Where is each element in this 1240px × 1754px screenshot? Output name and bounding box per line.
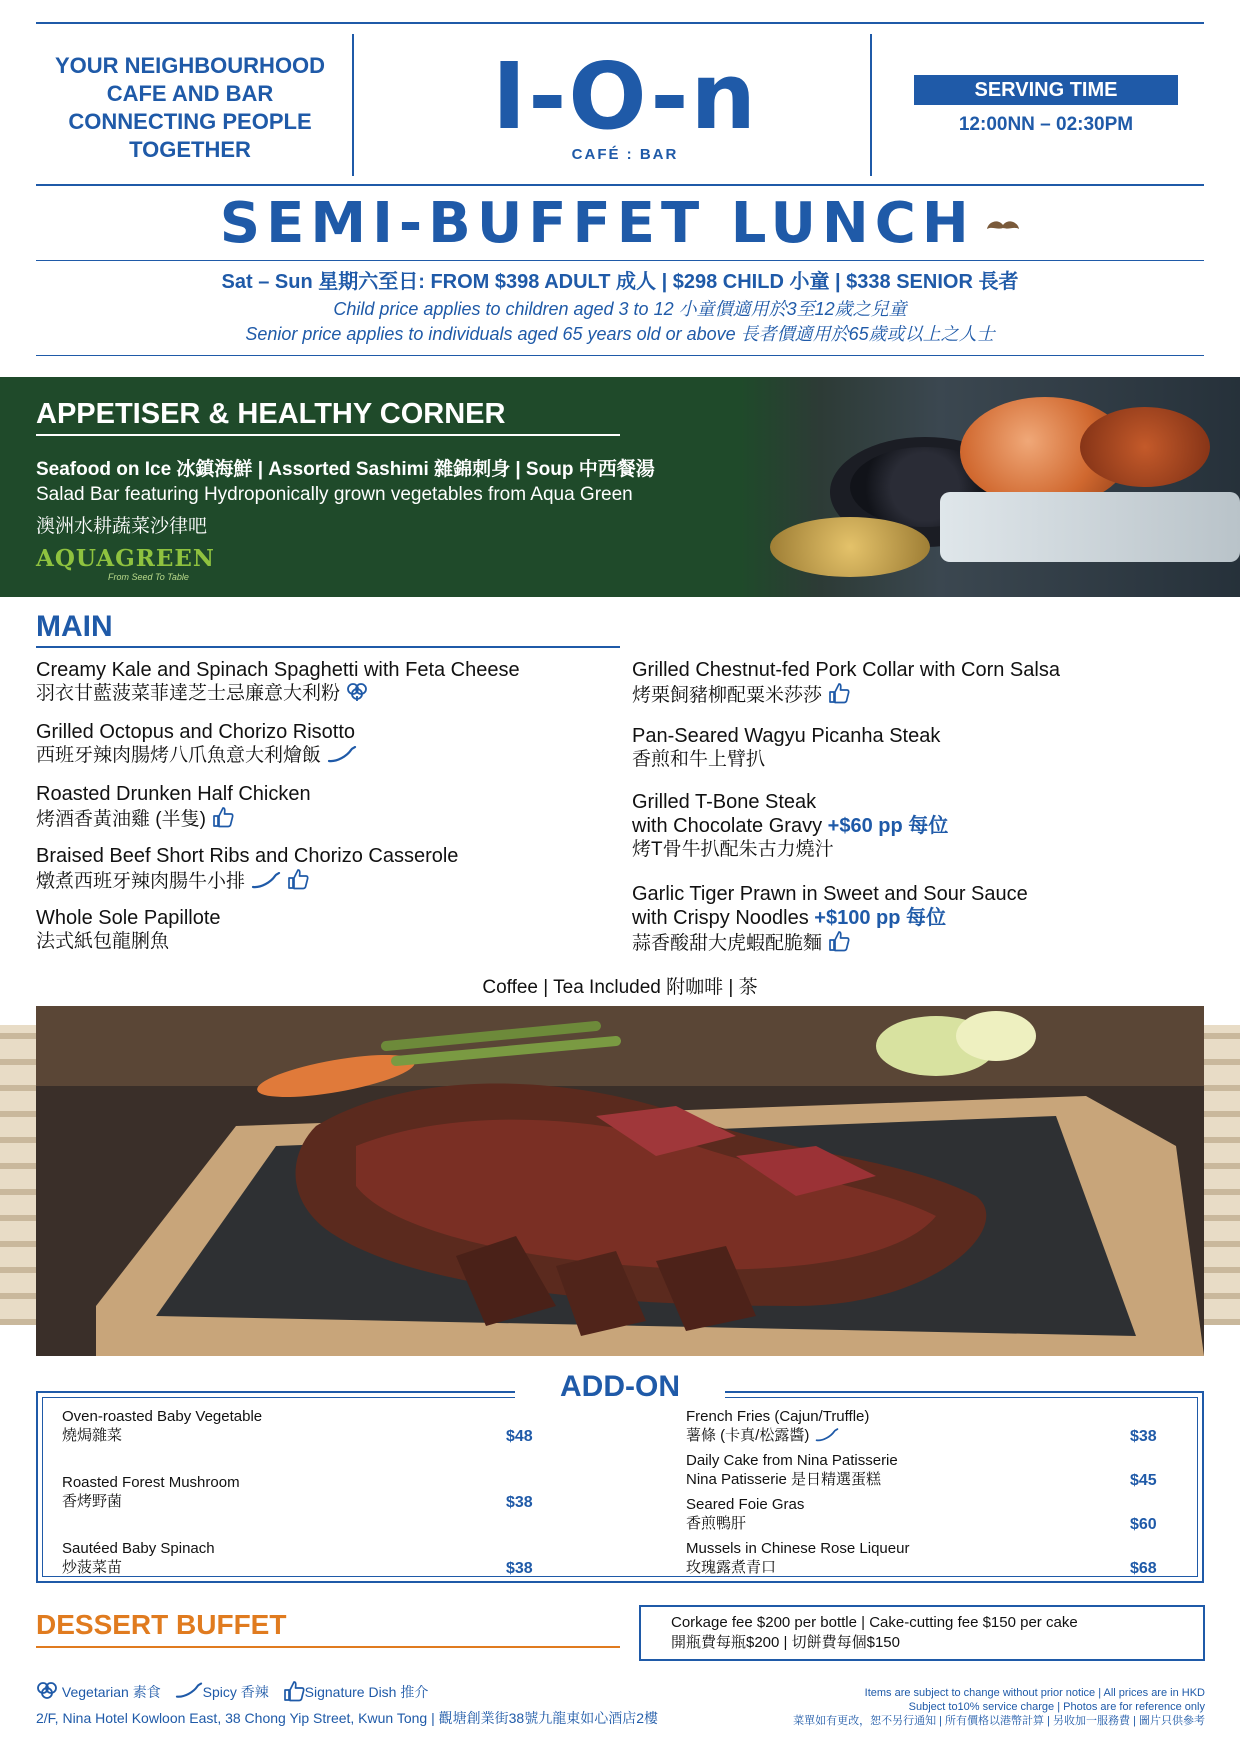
addon-zh: 燒焗雜菜 [62, 1427, 123, 1444]
addon-price: $38 [1130, 1428, 1157, 1445]
header-divider [352, 34, 354, 176]
ice-tray [940, 492, 1240, 562]
addon-name: Oven-roasted Baby Vegetable [62, 1408, 263, 1425]
surcharge: +$60 pp 每位 [827, 815, 949, 837]
legend-signature [283, 1684, 429, 1700]
addon-name: Daily Cake from Nina Patisserie [686, 1452, 898, 1469]
appetiser-title: APPETISER & HEALTHY CORNER [36, 398, 506, 430]
dish-name: Garlic Tiger Prawn in Sweet and Sour Sauce [632, 883, 1028, 905]
title-rule [36, 260, 1204, 261]
dish-zh: 烤栗飼豬柳配粟米莎莎 [632, 685, 823, 706]
aquagreen-tagline: From Seed To Table [108, 572, 189, 582]
dish-name: Grilled T-Bone Steak [632, 791, 817, 813]
top-rule [36, 22, 1204, 24]
signature-icon [212, 806, 234, 835]
addon-item [62, 1407, 542, 1473]
addon-name: Seared Foie Gras [686, 1496, 805, 1513]
crab [1080, 407, 1210, 487]
menu-item [632, 882, 1202, 974]
icon-legend [36, 1680, 438, 1702]
menu-item [632, 724, 1202, 790]
legend-spicy [175, 1684, 269, 1700]
logo-subtitle: CAFÉ : BAR [571, 146, 679, 163]
dish-name: Grilled Chestnut-fed Pork Collar with Corn Salsa [632, 659, 1060, 681]
price-line: Sat – Sun 星期六至日: FROM $398 ADULT 成人 | $298 CHILD 小童 | $338 SENIOR 長者 [221, 271, 1019, 293]
steak-photo [36, 1006, 1204, 1356]
fine-print-line: Subject to10% service charge | Photos are for reference only [908, 1701, 1205, 1713]
addon-zh: 炒菠菜苗 [62, 1559, 123, 1576]
surcharge: +$100 pp 每位 [814, 907, 947, 929]
corkage-box [639, 1605, 1205, 1661]
menu-item [36, 906, 616, 968]
legend-signature-label: Signature Dish 推介 [304, 1684, 429, 1700]
addon-item [686, 1407, 1182, 1451]
addon-zh: 玫瑰露煮青口 [686, 1559, 777, 1576]
dish-zh: 蒜香酸甜大虎蝦配脆麵 [632, 933, 823, 954]
addon-item [62, 1539, 542, 1605]
header-divider [870, 34, 872, 176]
dish-zh-row [36, 868, 616, 897]
pricing-rule [36, 355, 1204, 356]
address: 2/F, Nina Hotel Kowloon East, 38 Chong Yip Street, Kwun Tong | 觀塘創業街38號九龍東如心酒店2樓 [36, 1710, 658, 1726]
addon-name: French Fries (Cajun/Truffle) [686, 1408, 870, 1425]
addon-price: $38 [506, 1494, 533, 1511]
dish-zh-row [36, 806, 616, 835]
dish-name: Roasted Drunken Half Chicken [36, 783, 311, 805]
addon-zh: 香烤野菌 [62, 1493, 123, 1510]
dish-zh: 羽衣甘藍菠菜菲達芝士忌廉意大利粉 [36, 683, 341, 704]
appetiser-rule [36, 434, 620, 436]
serving-time-value: 12:00NN – 02:30PM [958, 114, 1134, 135]
main-rule [36, 646, 620, 648]
spicy-icon [175, 1682, 203, 1700]
addon-price: $48 [506, 1428, 533, 1445]
spicy-icon [815, 1428, 839, 1448]
appetiser-line-3: 澳洲水耕蔬菜沙律吧 [36, 516, 208, 537]
serving-time-label: SERVING TIME [914, 75, 1178, 105]
legend-spicy-label: Spicy 香辣 [202, 1684, 269, 1700]
spicy-icon [327, 746, 357, 771]
dish-zh-row [632, 930, 1202, 959]
dish-zh: 烤T骨牛扒配朱古力燒汁 [632, 839, 834, 860]
dish-name: Pan-Seared Wagyu Picanha Steak [632, 725, 941, 747]
dish-zh: 法式紙包龍脷魚 [36, 931, 170, 952]
senior-price-note: Senior price applies to individuals aged 65 years old or above 長者價適用於65歲或以上之人士 [245, 324, 995, 344]
tagline [40, 52, 340, 164]
addon-title: ADD-ON [515, 1370, 725, 1404]
appetiser-line-1: Seafood on Ice 冰鎮海鮮 | Assorted Sashimi 雜錦刺身 | Soup 中西餐湯 [36, 459, 655, 480]
menu-item [36, 844, 616, 906]
addon-item [62, 1473, 542, 1539]
addon-item [686, 1495, 1182, 1539]
menu-item [36, 658, 616, 720]
addon-price: $68 [1130, 1560, 1157, 1577]
dish-name-line-2 [632, 906, 1202, 930]
dish-name-cont: with Crispy Noodles [632, 907, 809, 929]
menu-item [632, 658, 1202, 724]
signature-icon [283, 1680, 305, 1702]
addon-name: Roasted Forest Mushroom [62, 1474, 240, 1491]
addon-price: $45 [1130, 1472, 1157, 1489]
header-bottom-rule [36, 184, 1204, 186]
addon-name: Mussels in Chinese Rose Liqueur [686, 1540, 910, 1557]
menu-item [36, 720, 616, 782]
signature-icon [828, 682, 850, 711]
aquagreen-logo: AQUAGREEN [36, 545, 215, 572]
addon-zh: 香煎鴨肝 [686, 1515, 747, 1532]
corkage-zh: 開瓶費每瓶$200 | 切餅費每個$150 [671, 1634, 900, 1651]
main-left-column [36, 658, 616, 968]
dish-name: Creamy Kale and Spinach Spaghetti with Feta Cheese [36, 659, 520, 681]
legend-vegetarian-label: Vegetarian 素食 [61, 1684, 161, 1700]
corkage-en: Corkage fee $200 per bottle | Cake-cutting fee $150 per cake [671, 1614, 1078, 1631]
child-price-note: Child price applies to children aged 3 to 12 小童價適用於3至12歲之兒童 [333, 299, 907, 319]
dish-zh-row [36, 682, 616, 709]
addon-item [686, 1539, 1182, 1583]
tagline-line: CONNECTING PEOPLE [68, 109, 312, 134]
addon-name: Sautéed Baby Spinach [62, 1540, 215, 1557]
tagline-line: TOGETHER [129, 137, 251, 162]
dish-name: Grilled Octopus and Chorizo Risotto [36, 721, 356, 743]
tagline-line: YOUR NEIGHBOURHOOD [54, 53, 326, 78]
addon-zh: Nina Patisserie 是日精選蛋糕 [686, 1471, 882, 1488]
dish-zh-row [632, 682, 1202, 711]
legend-vegetarian [36, 1684, 161, 1700]
dessert-rule [36, 1646, 620, 1648]
signature-icon [287, 868, 309, 897]
page-title-text: SEMI-BUFFET LUNCH [219, 191, 975, 256]
dish-name-line-2 [632, 814, 1202, 838]
menu-item [36, 782, 616, 844]
dish-name: Braised Beef Short Ribs and Chorizo Casserole [36, 845, 459, 867]
dessert-buffet-title: DESSERT BUFFET [36, 1609, 287, 1640]
steak-illustration [36, 1006, 1204, 1356]
fine-print-line: Items are subject to change without prior notice | All prices are in HKD [864, 1687, 1205, 1699]
spicy-icon [251, 872, 281, 897]
ion-logo [480, 43, 770, 163]
main-right-column [632, 658, 1202, 974]
mustache-icon [986, 220, 1020, 234]
salad [770, 517, 930, 577]
logo-wordmark: I-O-n [491, 43, 758, 150]
tagline-line: CAFE AND BAR [106, 81, 274, 106]
page-title [0, 192, 1240, 256]
dish-zh: 西班牙辣肉腸烤八爪魚意大利燴飯 [36, 745, 322, 766]
addon-zh: 薯條 (卡真/松露醬) [686, 1427, 810, 1444]
coffee-tea-note: Coffee | Tea Included 附咖啡 | 茶 [482, 977, 758, 998]
vegetarian-icon [36, 1681, 58, 1701]
dish-zh-row [36, 744, 616, 771]
addon-item [686, 1451, 1182, 1495]
addon-price: $60 [1130, 1516, 1157, 1533]
signature-icon [828, 930, 850, 959]
dish-zh: 燉煮西班牙辣肉腸牛小排 [36, 871, 246, 892]
dish-name: Whole Sole Papillote [36, 907, 221, 929]
main-title: MAIN [36, 610, 113, 643]
addon-zh-row [686, 1426, 1182, 1448]
vegetarian-icon [346, 682, 368, 709]
appetiser-line-2: Salad Bar featuring Hydroponically grown vegetables from Aqua Green [36, 484, 633, 505]
dish-name-cont: with Chocolate Gravy [632, 815, 823, 837]
dish-zh: 烤酒香黃油雞 (半隻) [36, 809, 206, 830]
menu-item [632, 790, 1202, 882]
seafood-photo [740, 377, 1240, 597]
addon-price: $38 [506, 1560, 533, 1577]
addon-left-column [62, 1407, 542, 1605]
fine-print-line: 菜單如有更改，恕不另行通知 | 所有價格以港幣計算 | 另收加一服務費 | 圖片只供參考 [793, 1715, 1205, 1727]
dish-zh: 香煎和牛上臂扒 [632, 749, 766, 770]
addon-right-column [686, 1407, 1182, 1583]
